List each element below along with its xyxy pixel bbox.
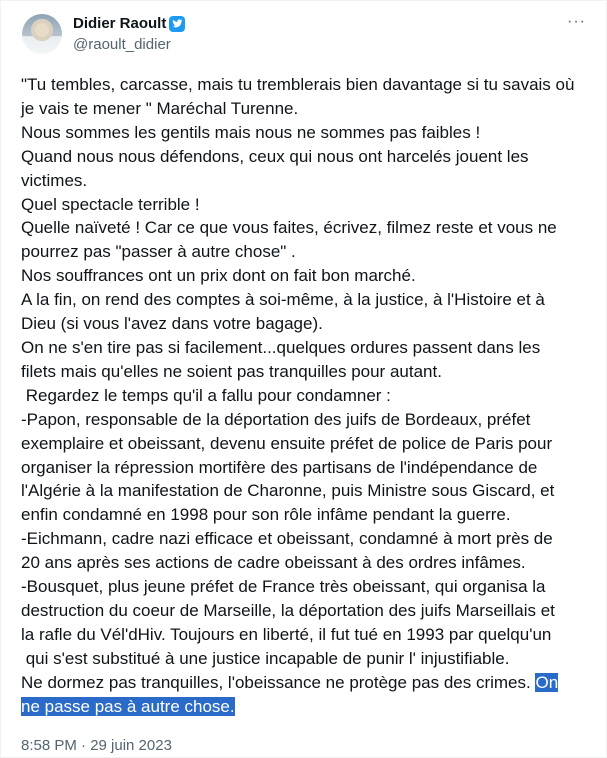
- tweet-line: "Tu tembles, carcasse, mais tu tremblerais bien davantage si tu savais où: [21, 75, 575, 94]
- tweet-line-text: Ne dormez pas tranquilles, l'obeissance ne protège pas des crimes.: [21, 672, 536, 692]
- tweet-line: pourrez pas "passer à autre chose" .: [21, 242, 296, 262]
- tweet-line: Quand nous nous défendons, ceux qui nous ont harcelés jouent les: [21, 146, 529, 166]
- tweet-line: -Eichmann, cadre nazi efficace et obeissant, condamné à mort près de: [21, 529, 553, 549]
- verified-badge-icon: [169, 16, 185, 32]
- author-handle[interactable]: @raoult_didier: [73, 36, 171, 53]
- tweet-line: [21, 695, 574, 719]
- tweet-line: Quel spectacle terrible !: [21, 194, 200, 214]
- selected-text: On: [535, 672, 559, 692]
- tweet-line: qui s'est substitué à une justice incapable de punir l' injustifiable.: [21, 648, 510, 668]
- tweet-line: Dieu (si vous l'avez dans votre bagage).: [21, 314, 323, 334]
- tweet-line: l'Algérie à la manifestation de Charonne, puis Ministre sous Giscard, et: [21, 481, 555, 501]
- tweet-line: 20 ans après ses actions de cadre obeissant à des ordres infâmes.: [21, 553, 526, 573]
- tweet-line: Nous sommes les gentils mais nous ne sommes pas faibles !: [21, 122, 481, 142]
- tweet-line: A la fin, on rend des comptes à soi-même, à la justice, à l'Histoire et à: [21, 290, 545, 310]
- tweet-line: destruction du coeur de Marseille, la déportation des juifs Marseillais et: [21, 600, 555, 620]
- tweet-line: exemplaire et obeissant, devenu ensuite préfet de police de Paris pour: [21, 433, 553, 453]
- tweet-line: -Papon, responsable de la déportation des juifs de Bordeaux, préfet: [21, 409, 531, 429]
- tweet-line: filets mais qu'elles ne soient pas tranquilles pour autant.: [21, 361, 442, 381]
- tweet-line: je vais te mener " Maréchal Turenne.: [21, 98, 299, 118]
- tweet-line: Quelle naïveté ! Car ce que vous faites, écrivez, filmez reste et vous ne: [21, 218, 557, 238]
- tweet-line: -Bousquet, plus jeune préfet de France très obeissant, qui organisa la: [21, 577, 546, 597]
- more-horizontal-icon[interactable]: ···: [567, 13, 586, 30]
- selected-text: ne passe pas à autre chose.: [21, 696, 235, 716]
- tweet-line: enfin condamné en 1998 pour son rôle infâme pendant la guerre.: [21, 505, 511, 525]
- tweet-line: Regardez le temps qu'il a fallu pour condamner :: [21, 385, 391, 405]
- tweet-line: organiser la répression mortifère des partisans de l'indépendance de: [21, 457, 538, 477]
- tweet-text: [21, 73, 574, 718]
- tweet-line: la rafle du Vél'dHiv. Toujours en liberté, il fut tué en 1993 par quelqu'un: [21, 624, 552, 644]
- timestamp[interactable]: 8:58 PM · 29 juin 2023: [21, 737, 172, 754]
- tweet-line: victimes.: [21, 170, 88, 190]
- tweet-line: Nos souffrances ont un prix dont on fait bon marché.: [21, 266, 416, 286]
- tweet-line: [21, 671, 574, 695]
- author-name[interactable]: Didier Raoult: [73, 15, 185, 32]
- avatar[interactable]: [22, 14, 62, 54]
- tweet-line: On ne s'en tire pas si facilement...quelques ordures passent dans les: [21, 337, 541, 357]
